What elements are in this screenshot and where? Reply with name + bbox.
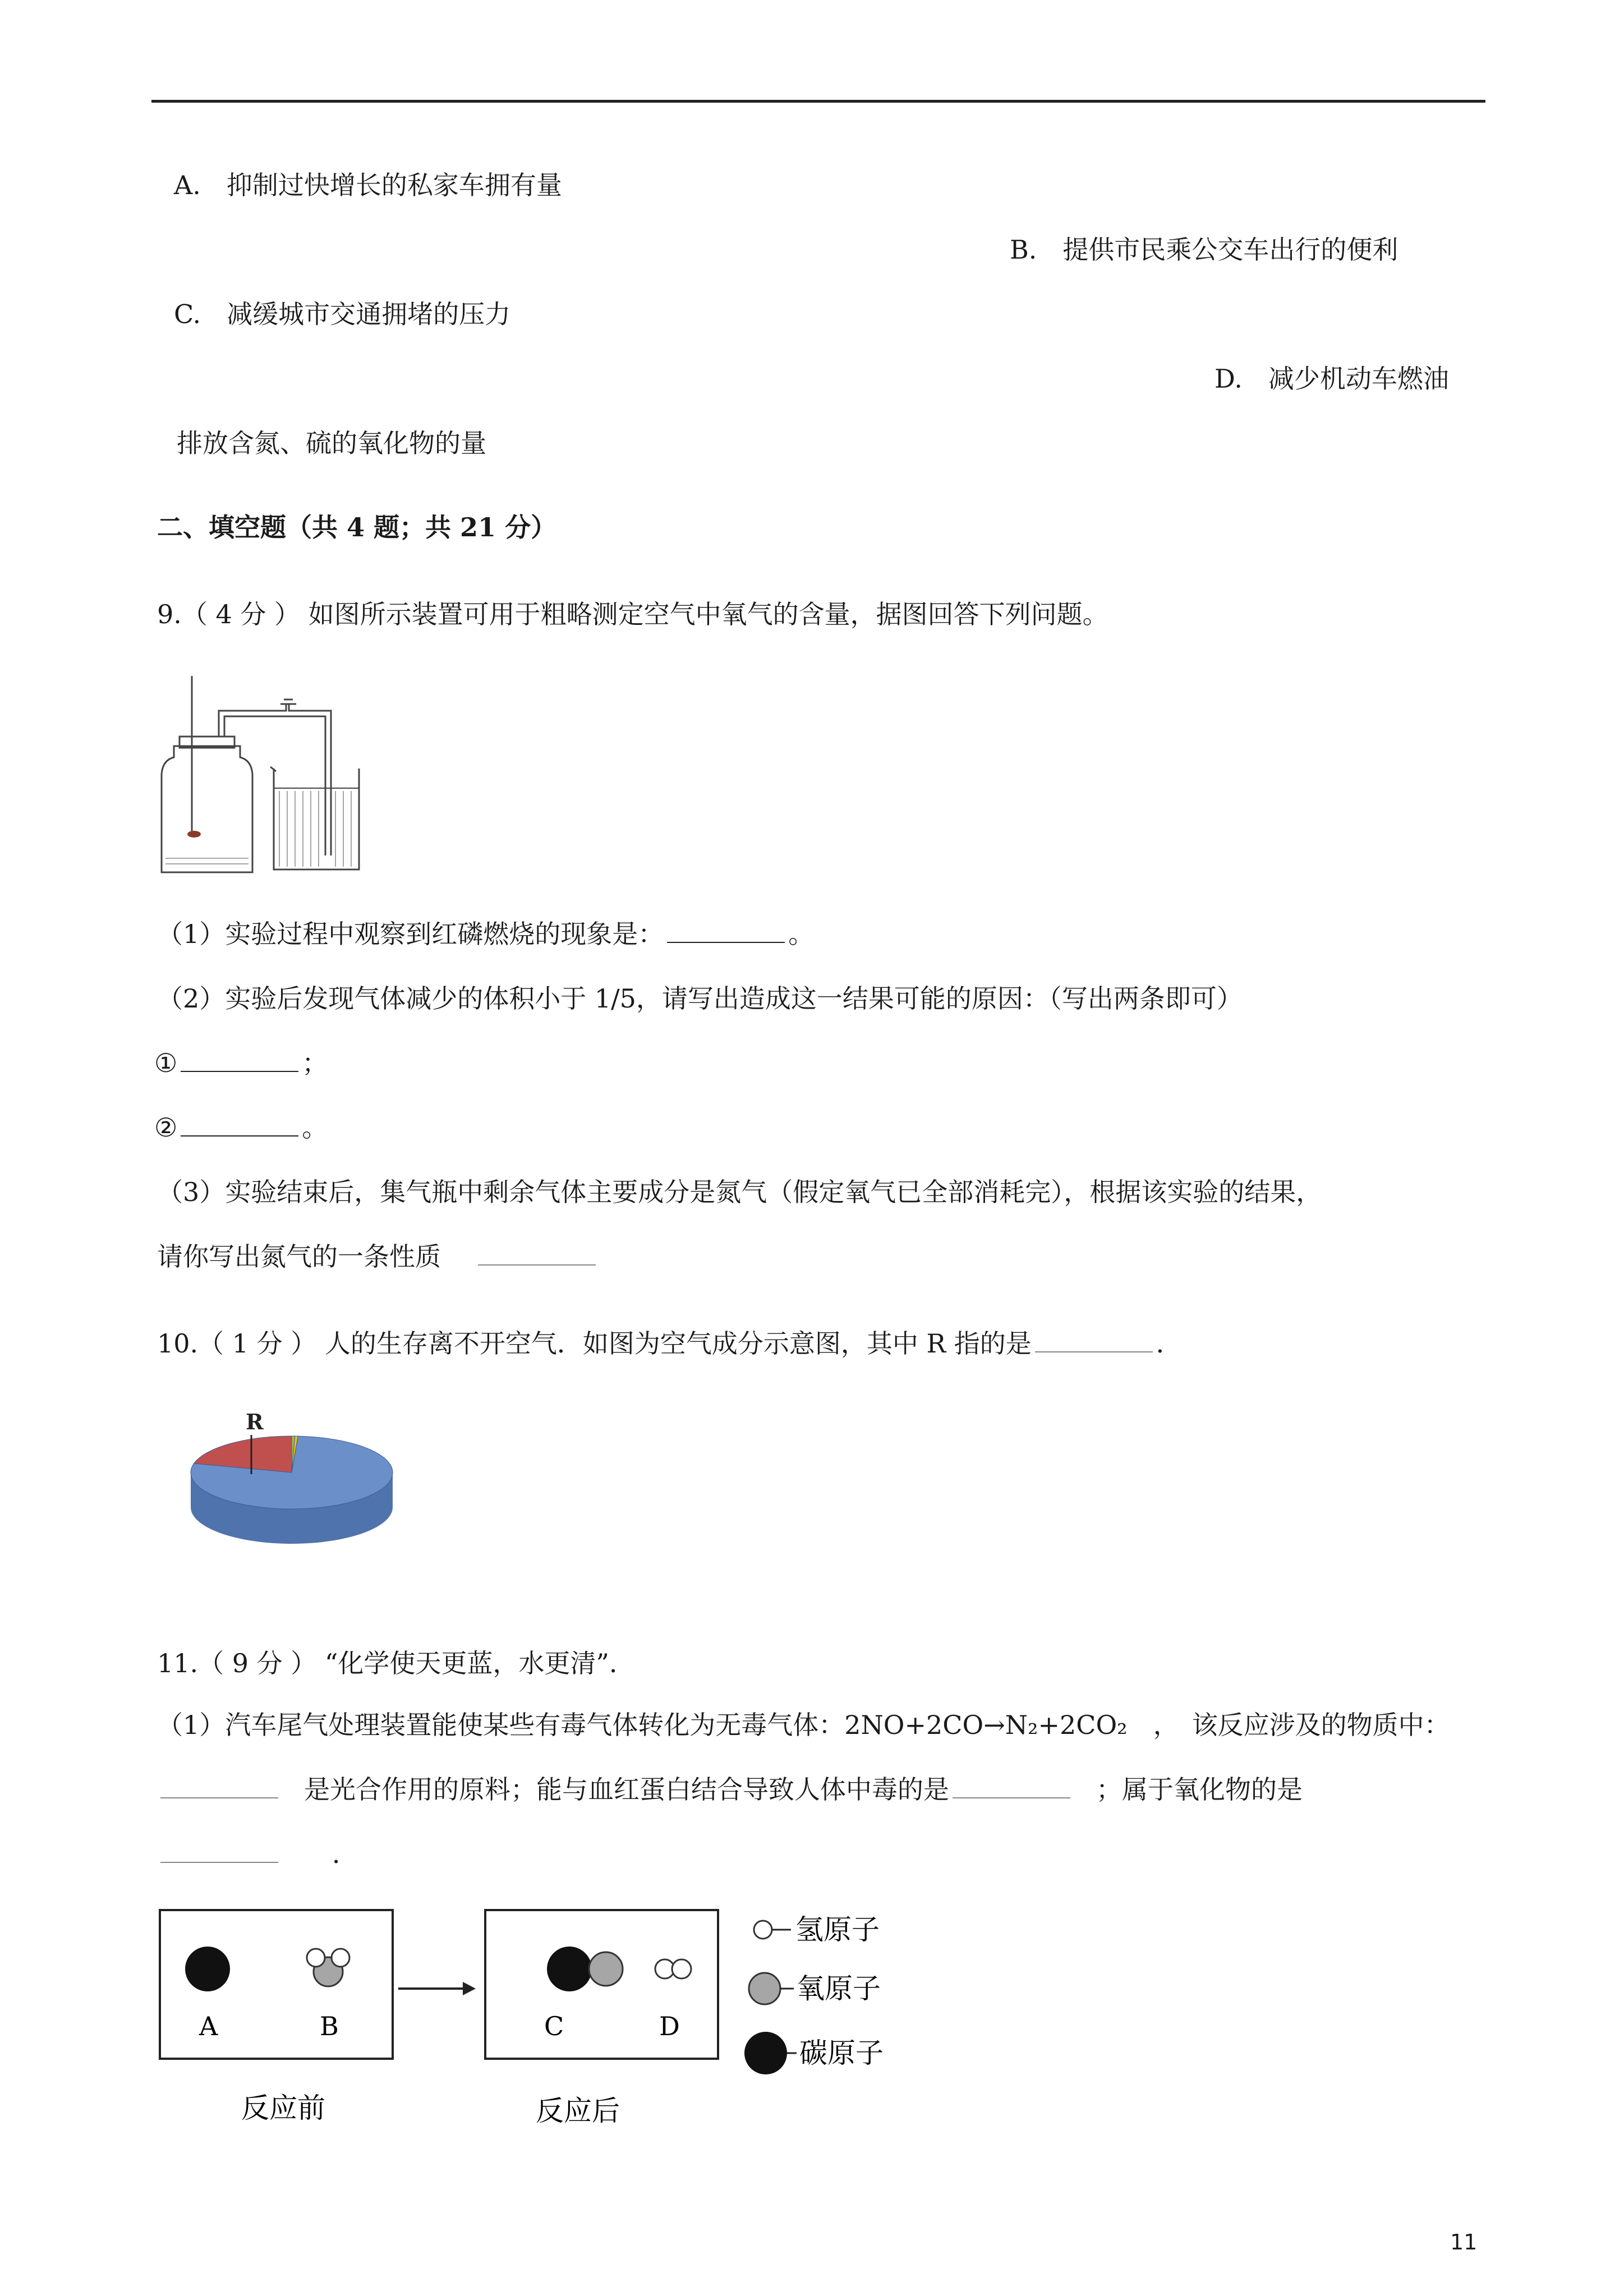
caption-before: 反应前	[241, 2092, 325, 2124]
q9-part1	[157, 917, 814, 951]
answer-blank	[160, 1773, 278, 1798]
pie-label-r: R	[246, 1409, 264, 1434]
reason-1-end: ；	[302, 1048, 328, 1078]
caption-after: 反应后	[536, 2095, 620, 2127]
answer-blank	[667, 917, 785, 943]
q9-part1-end: 。	[788, 919, 815, 949]
answer-blank	[1035, 1327, 1153, 1352]
option-c: C. 减缓城市交通拥堵的压力	[174, 299, 511, 329]
page-number: 11	[1450, 2230, 1478, 2254]
option-d: D. 减少机动车燃油	[1214, 364, 1449, 394]
q11-line3-end: ．	[332, 1839, 358, 1869]
q9-part3-text: 请你写出氮气的一条性质	[157, 1241, 441, 1272]
reason-2-end: 。	[302, 1112, 328, 1143]
q9-part1-text: （1）实验过程中观察到红磷燃烧的现象是：	[157, 919, 664, 949]
q9-reason-2	[154, 1111, 328, 1144]
answer-blank	[181, 1111, 298, 1137]
carbon-atom-a	[185, 1947, 230, 1991]
air-composition-pie-chart	[180, 1402, 404, 1588]
q9-stem: 9.（ 4 分 ） 如图所示装置可用于粗略测定空气中氧气的含量，据图回答下列问题。	[157, 599, 1108, 629]
answer-blank	[953, 1773, 1070, 1798]
q9-reason-1	[154, 1046, 328, 1080]
option-a: A. 抑制过快增长的私家车拥有量	[174, 170, 562, 200]
q9-part3-line2	[157, 1240, 599, 1273]
option-b: B. 提供市民乘公交车出行的便利	[1010, 234, 1398, 265]
apparatus-figure	[151, 670, 365, 884]
q9-part2: （2）实验后发现气体减少的体积小于 1/5，请写出造成这一结果可能的原因：（写出两条即可）	[157, 983, 1243, 1014]
label-c: C	[544, 2011, 564, 2041]
reason-1-marker: ①	[154, 1048, 178, 1078]
q10-stem-end: ．	[1156, 1328, 1182, 1359]
label-b: B	[320, 2011, 339, 2041]
reaction-diagram	[157, 1904, 931, 2140]
option-d-continued: 排放含氮、硫的氧化物的量	[177, 428, 486, 458]
q11-line2-text-a: 是光合作用的原料；能与血红蛋白结合导致人体中毒的是	[304, 1774, 949, 1805]
reason-2-marker: ②	[154, 1112, 178, 1143]
q11-part1-line1: （1）汽车尾气处理装置能使某些有毒气体转化为无毒气体：2NO+2CO→N₂+2CO₂ ， 该反应涉及的物质中：	[157, 1710, 1450, 1740]
legend-oxygen: 氧原子	[797, 1972, 881, 2005]
q11-part1-line2	[157, 1773, 1303, 1806]
section-heading: 二、填空题（共 4 题；共 21 分）	[157, 512, 557, 542]
answer-blank	[181, 1046, 298, 1072]
q9-part3-line1: （3）实验结束后，集气瓶中剩余气体主要成分是氮气（假定氧气已全部消耗完），根据该实验的结果，	[157, 1177, 1322, 1207]
q10-stem	[157, 1327, 1182, 1360]
q11-part1-line3	[157, 1837, 358, 1871]
legend-hydrogen: 氢原子	[795, 1913, 880, 1946]
label-a: A	[199, 2011, 218, 2041]
answer-blank	[478, 1240, 596, 1266]
q10-stem-text: 10.（ 1 分 ） 人的生存离不开空气．如图为空气成分示意图，其中 R 指的是	[157, 1328, 1032, 1359]
q11-stem: 11.（ 9 分 ） “化学使天更蓝，水更清”．	[157, 1648, 635, 1678]
q11-line2-text-b: ；属于氧化物的是	[1096, 1774, 1303, 1805]
legend-carbon: 碳原子	[799, 2037, 884, 2069]
header-rule	[151, 100, 1485, 103]
label-d: D	[659, 2011, 680, 2041]
answer-blank	[160, 1837, 278, 1863]
